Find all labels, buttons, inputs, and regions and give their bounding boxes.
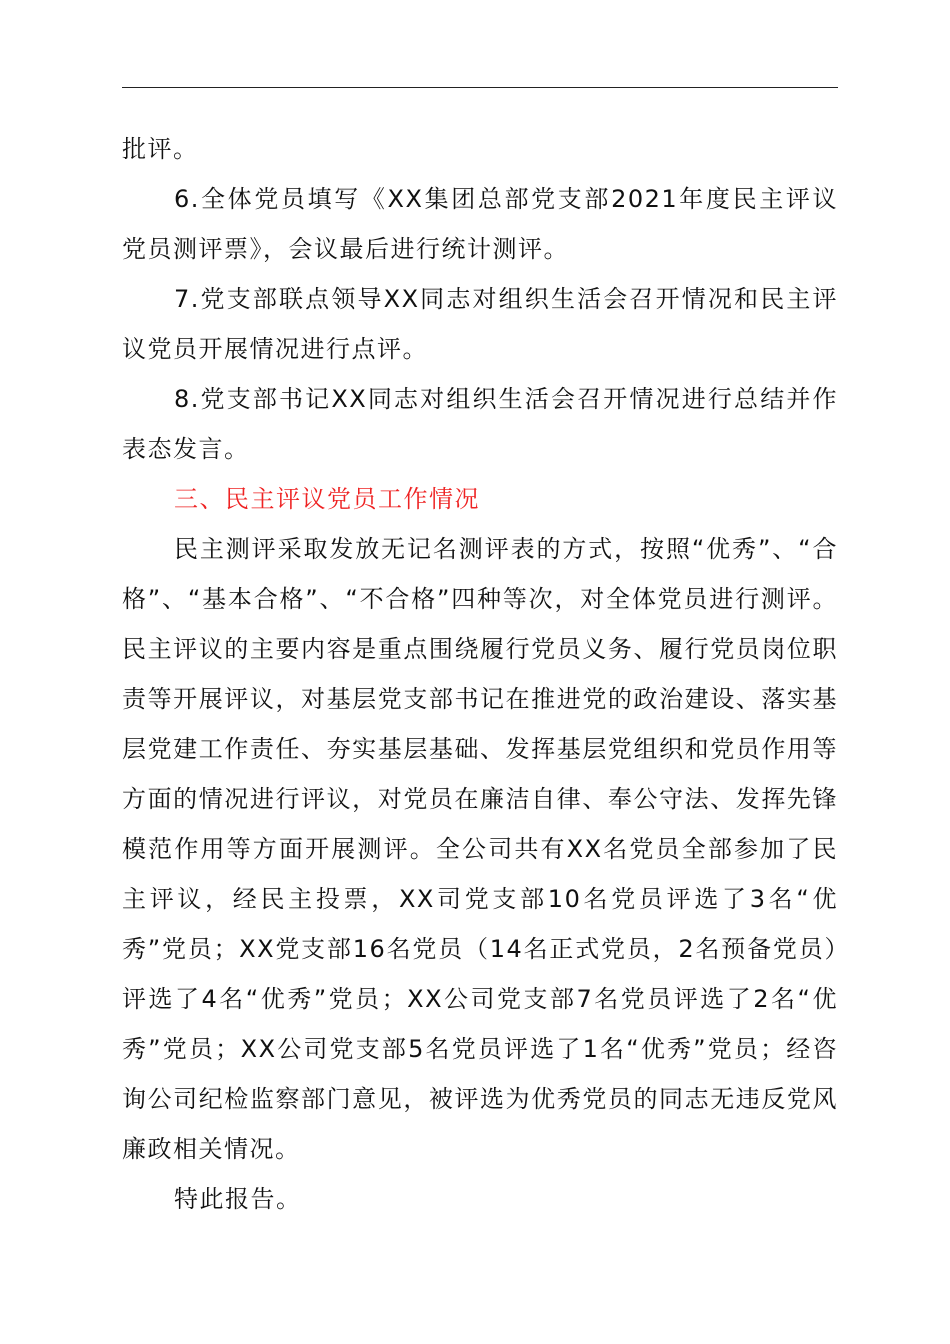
closing-line: 特此报告。	[174, 1185, 302, 1213]
header-rule	[122, 87, 838, 88]
document-body	[122, 124, 838, 1224]
section-heading: 三、民主评议党员工作情况	[174, 485, 480, 513]
paragraph-item-6: 6.全体党员填写《XX集团总部党支部2021年度民主评议党员测评票》，会议最后进行统计测评。	[122, 185, 838, 263]
paragraph-item-7: 7.党支部联点领导XX同志对组织生活会召开情况和民主评议党员开展情况进行点评。	[122, 285, 838, 363]
body-paragraph: 民主测评采取发放无记名测评表的方式，按照“优秀”、“合格”、“基本合格”、“不合格”四种等次，对全体党员进行测评。民主评议的主要内容是重点围绕履行党员义务、履行党员岗位职责等开展评议，对基层党支部书记在推进党的政治建设、落实基层党建工作责任、夯实基层基础、发挥基层党组织和党员作用等方面的情况进行评议，对党员在廉洁自律、奉公守法、发挥先锋模范作用等方面开展测评。全公司共有XX名党员全部参加了民主评议，经民主投票，XX司党支部10名党员评选了3名“优秀”党员；XX党支部16名党员（14名正式党员，2名预备党员）评选了4名“优秀”党员；XX公司党支部7名党员评选了2名“优秀”党员；XX公司党支部5名党员评选了1名“优秀”党员；经咨询公司纪检监察部门意见，被评选为优秀党员的同志无违反党风廉政相关情况。	[122, 535, 838, 1163]
paragraph-item-8: 8.党支部书记XX同志对组织生活会召开情况进行总结并作表态发言。	[122, 385, 838, 463]
paragraph-continuation: 批评。	[122, 135, 199, 163]
